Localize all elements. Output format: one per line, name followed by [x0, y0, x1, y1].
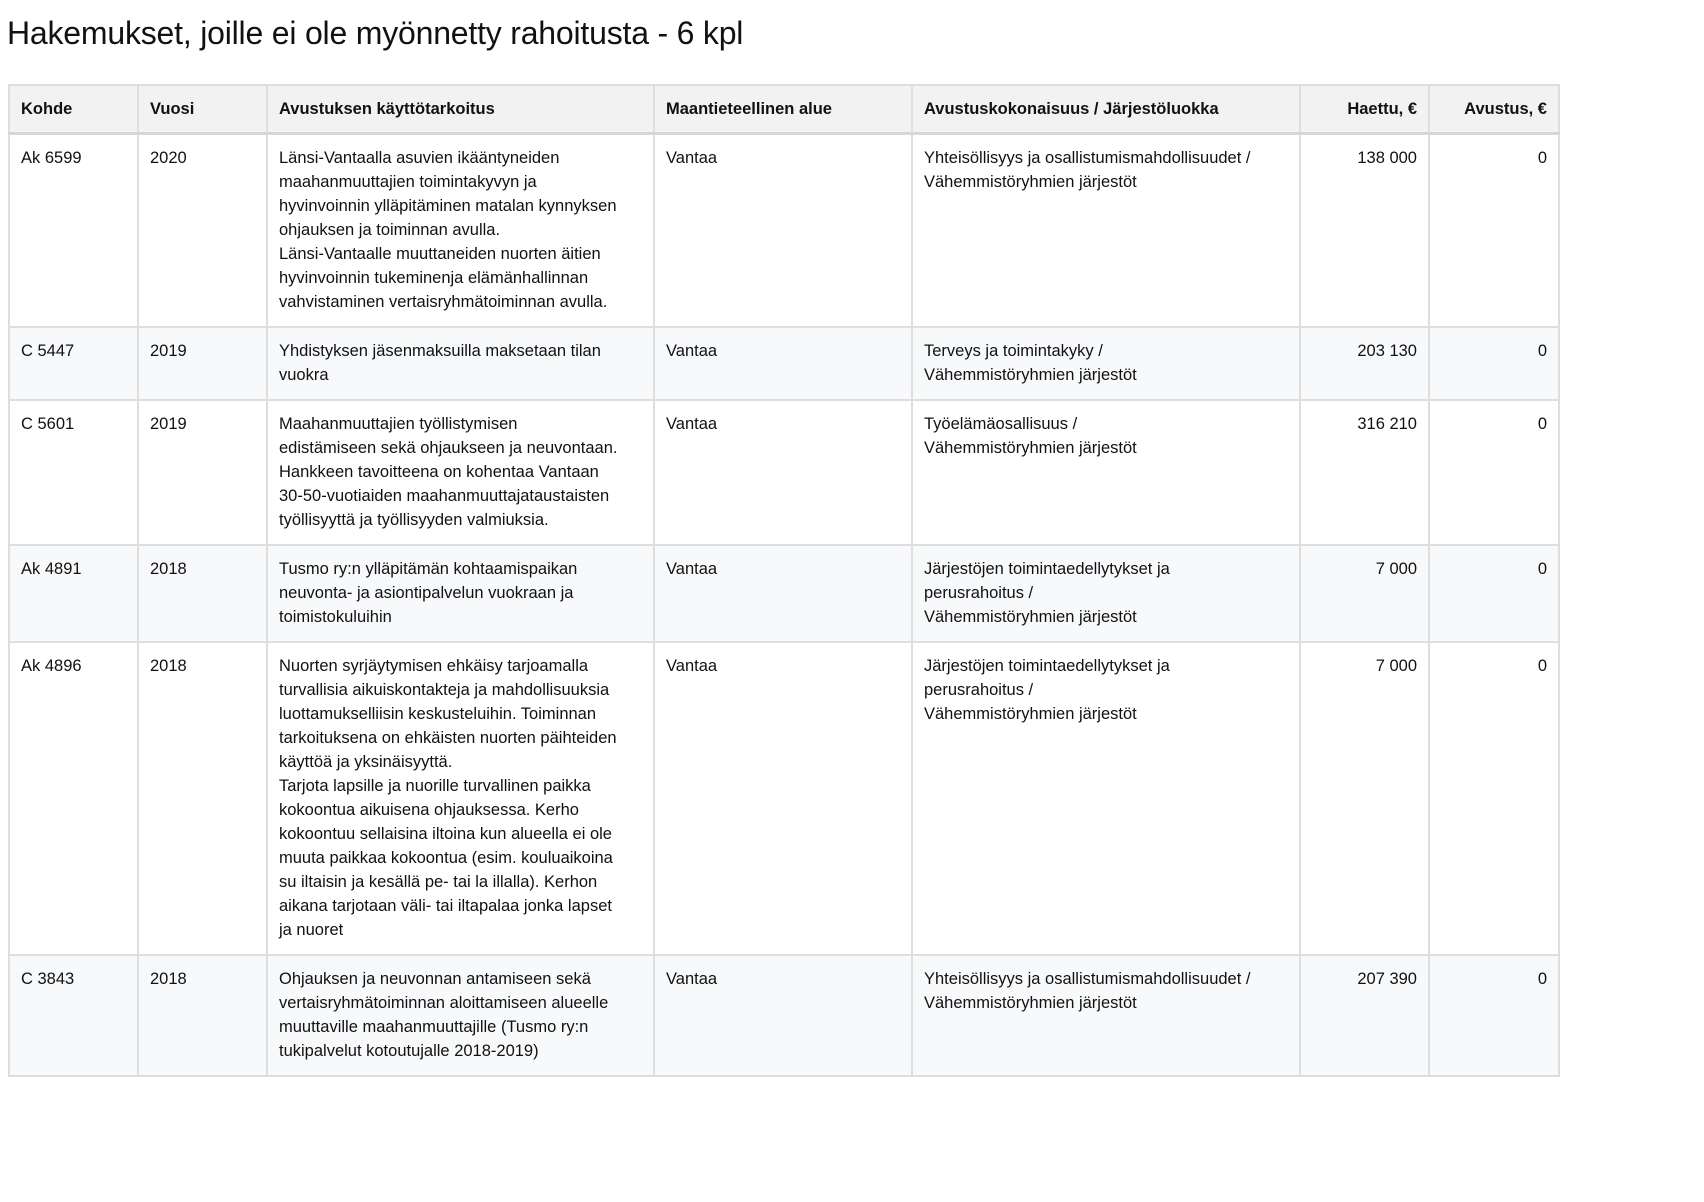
grants-table: [8, 84, 1560, 1077]
cell-vuosi: 2018: [138, 642, 267, 955]
cell-kayttotarkoitus-line: Hankkeen tavoitteena on kohentaa Vantaan: [279, 463, 599, 481]
column-header-haettu[interactable]: Haettu, €: [1300, 85, 1429, 134]
column-header-kokonaisuus[interactable]: Avustuskokonaisuus / Järjestöluokka: [912, 85, 1300, 134]
cell-kayttotarkoitus-line: Yhdistyksen jäsenmaksuilla maksetaan tilan: [279, 342, 601, 360]
cell-avustus: 0: [1429, 400, 1559, 545]
cell-kayttotarkoitus-line: neuvonta- ja asiontipalvelun vuokraan ja: [279, 584, 574, 602]
cell-kayttotarkoitus-line: vuokra: [279, 366, 329, 384]
cell-kayttotarkoitus: [267, 642, 654, 955]
cell-kayttotarkoitus-line: hyvinvoinnin ylläpitäminen matalan kynnyksen: [279, 197, 617, 215]
cell-kokonaisuus: [912, 642, 1300, 955]
cell-kayttotarkoitus-line: tukipalvelut kotoutujalle 2018-2019): [279, 1042, 539, 1060]
cell-avustus: 0: [1429, 134, 1559, 328]
cell-kokonaisuus-line: Vähemmistöryhmien järjestöt: [924, 439, 1137, 457]
cell-kohde: Ak 4896: [9, 642, 138, 955]
cell-kokonaisuus: [912, 545, 1300, 642]
cell-kayttotarkoitus-line: Nuorten syrjäytymisen ehkäisy tarjoamalla: [279, 657, 589, 675]
cell-alue: Vantaa: [654, 400, 912, 545]
cell-kayttotarkoitus-line: käyttöä ja yksinäisyyttä.: [279, 753, 453, 771]
cell-kayttotarkoitus: [267, 955, 654, 1076]
cell-avustus: 0: [1429, 327, 1559, 400]
cell-kayttotarkoitus-line: aikana tarjotaan väli- tai iltapalaa jonka lapset: [279, 897, 612, 915]
cell-kayttotarkoitus-line: muuttaville maahanmuuttajille (Tusmo ry:n: [279, 1018, 589, 1036]
cell-kayttotarkoitus-line: turvallisia aikuiskontakteja ja mahdollisuuksia: [279, 681, 610, 699]
table-row[interactable]: [9, 955, 1559, 1076]
cell-vuosi: 2018: [138, 545, 267, 642]
cell-haettu: 207 390: [1300, 955, 1429, 1076]
cell-kayttotarkoitus-line: su iltaisin ja kesällä pe- tai la illalla). Kerhon: [279, 873, 598, 891]
cell-haettu: 138 000: [1300, 134, 1429, 328]
cell-kokonaisuus-line: perusrahoitus /: [924, 681, 1034, 699]
table-row[interactable]: [9, 134, 1559, 328]
column-header-avustus[interactable]: Avustus, €: [1429, 85, 1559, 134]
cell-kayttotarkoitus-line: luottamukselliisin keskusteluihin. Toiminnan: [279, 705, 597, 723]
cell-kayttotarkoitus-line: 30-50-vuotiaiden maahanmuuttajataustaisten: [279, 487, 610, 505]
column-header-kohde[interactable]: Kohde: [9, 85, 138, 134]
cell-alue: Vantaa: [654, 134, 912, 328]
cell-kohde: C 5601: [9, 400, 138, 545]
table-row[interactable]: [9, 642, 1559, 955]
cell-vuosi: 2020: [138, 134, 267, 328]
cell-haettu: 316 210: [1300, 400, 1429, 545]
cell-kayttotarkoitus-line: kokoontua aikuisena ohjauksessa. Kerho: [279, 801, 579, 819]
cell-kokonaisuus-line: Järjestöjen toimintaedellytykset ja: [924, 560, 1170, 578]
cell-kayttotarkoitus-line: vertaisryhmätoiminnan aloittamiseen alueelle: [279, 994, 609, 1012]
cell-kokonaisuus-line: perusrahoitus /: [924, 584, 1034, 602]
cell-kokonaisuus-line: Työelämäosallisuus /: [924, 415, 1078, 433]
cell-kayttotarkoitus: [267, 134, 654, 328]
cell-kayttotarkoitus-line: Maahanmuuttajien työllistymisen: [279, 415, 518, 433]
cell-vuosi: 2019: [138, 400, 267, 545]
cell-kokonaisuus-line: Yhteisöllisyys ja osallistumismahdollisuudet /: [924, 149, 1251, 167]
cell-kayttotarkoitus-line: työllisyyttä ja työllisyyden valmiuksia.: [279, 511, 549, 529]
cell-kayttotarkoitus-line: Ohjauksen ja neuvonnan antamiseen sekä: [279, 970, 591, 988]
cell-kayttotarkoitus-line: kokoontuu sellaisina iltoina kun alueella ei ole: [279, 825, 612, 843]
cell-avustus: 0: [1429, 642, 1559, 955]
cell-kayttotarkoitus-line: Tusmo ry:n ylläpitämän kohtaamispaikan: [279, 560, 578, 578]
cell-kayttotarkoitus-line: maahanmuuttajien toimintakyvyn ja: [279, 173, 537, 191]
cell-kokonaisuus-line: Yhteisöllisyys ja osallistumismahdollisuudet /: [924, 970, 1251, 988]
table-row[interactable]: [9, 545, 1559, 642]
cell-kayttotarkoitus-line: ohjauksen ja toiminnan avulla.: [279, 221, 501, 239]
table-header: [9, 85, 1559, 134]
cell-kayttotarkoitus-line: muuta paikkaa kokoontua (esim. kouluaikoina: [279, 849, 613, 867]
table-body: [9, 134, 1559, 1077]
cell-kayttotarkoitus-line: toimistokuluihin: [279, 608, 392, 626]
cell-kokonaisuus-line: Vähemmistöryhmien järjestöt: [924, 366, 1137, 384]
cell-alue: Vantaa: [654, 545, 912, 642]
cell-kokonaisuus-line: Terveys ja toimintakyky /: [924, 342, 1103, 360]
cell-avustus: 0: [1429, 545, 1559, 642]
cell-alue: Vantaa: [654, 955, 912, 1076]
cell-kayttotarkoitus-line: ja nuoret: [279, 921, 344, 939]
cell-kayttotarkoitus-line: Länsi-Vantaalla asuvien ikääntyneiden: [279, 149, 560, 167]
cell-alue: Vantaa: [654, 642, 912, 955]
cell-kokonaisuus: [912, 400, 1300, 545]
column-header-vuosi[interactable]: Vuosi: [138, 85, 267, 134]
cell-kokonaisuus-line: Vähemmistöryhmien järjestöt: [924, 705, 1137, 723]
cell-kayttotarkoitus-line: Tarjota lapsille ja nuorille turvallinen paikka: [279, 777, 591, 795]
table-row[interactable]: [9, 327, 1559, 400]
cell-kayttotarkoitus-line: hyvinvoinnin tukeminenja elämänhallinnan: [279, 269, 589, 287]
cell-avustus: 0: [1429, 955, 1559, 1076]
cell-kayttotarkoitus-line: Länsi-Vantaalle muuttaneiden nuorten äitien: [279, 245, 601, 263]
cell-kohde: Ak 4891: [9, 545, 138, 642]
cell-kokonaisuus: [912, 327, 1300, 400]
cell-kokonaisuus: [912, 134, 1300, 328]
cell-alue: Vantaa: [654, 327, 912, 400]
cell-kayttotarkoitus: [267, 400, 654, 545]
cell-kayttotarkoitus: [267, 327, 654, 400]
cell-kohde: C 5447: [9, 327, 138, 400]
cell-kokonaisuus-line: Vähemmistöryhmien järjestöt: [924, 994, 1137, 1012]
cell-haettu: 7 000: [1300, 545, 1429, 642]
table-row[interactable]: [9, 400, 1559, 545]
cell-kokonaisuus-line: Vähemmistöryhmien järjestöt: [924, 608, 1137, 626]
cell-kokonaisuus: [912, 955, 1300, 1076]
cell-haettu: 7 000: [1300, 642, 1429, 955]
cell-haettu: 203 130: [1300, 327, 1429, 400]
column-header-kayttotarkoitus[interactable]: Avustuksen käyttötarkoitus: [267, 85, 654, 134]
cell-kokonaisuus-line: Järjestöjen toimintaedellytykset ja: [924, 657, 1170, 675]
page-title: Hakemukset, joille ei ole myönnetty rahoitusta - 6 kpl: [7, 15, 744, 51]
cell-kayttotarkoitus-line: tarkoituksena on ehkäisten nuorten päihteiden: [279, 729, 617, 747]
cell-kayttotarkoitus-line: vahvistaminen vertaisryhmätoiminnan avulla.: [279, 293, 608, 311]
header-row: [9, 85, 1559, 134]
cell-kokonaisuus-line: Vähemmistöryhmien järjestöt: [924, 173, 1137, 191]
cell-kayttotarkoitus-line: edistämiseen sekä ohjaukseen ja neuvontaan.: [279, 439, 618, 457]
cell-vuosi: 2018: [138, 955, 267, 1076]
column-header-alue[interactable]: Maantieteellinen alue: [654, 85, 912, 134]
cell-vuosi: 2019: [138, 327, 267, 400]
cell-kayttotarkoitus: [267, 545, 654, 642]
cell-kohde: C 3843: [9, 955, 138, 1076]
cell-kohde: Ak 6599: [9, 134, 138, 328]
